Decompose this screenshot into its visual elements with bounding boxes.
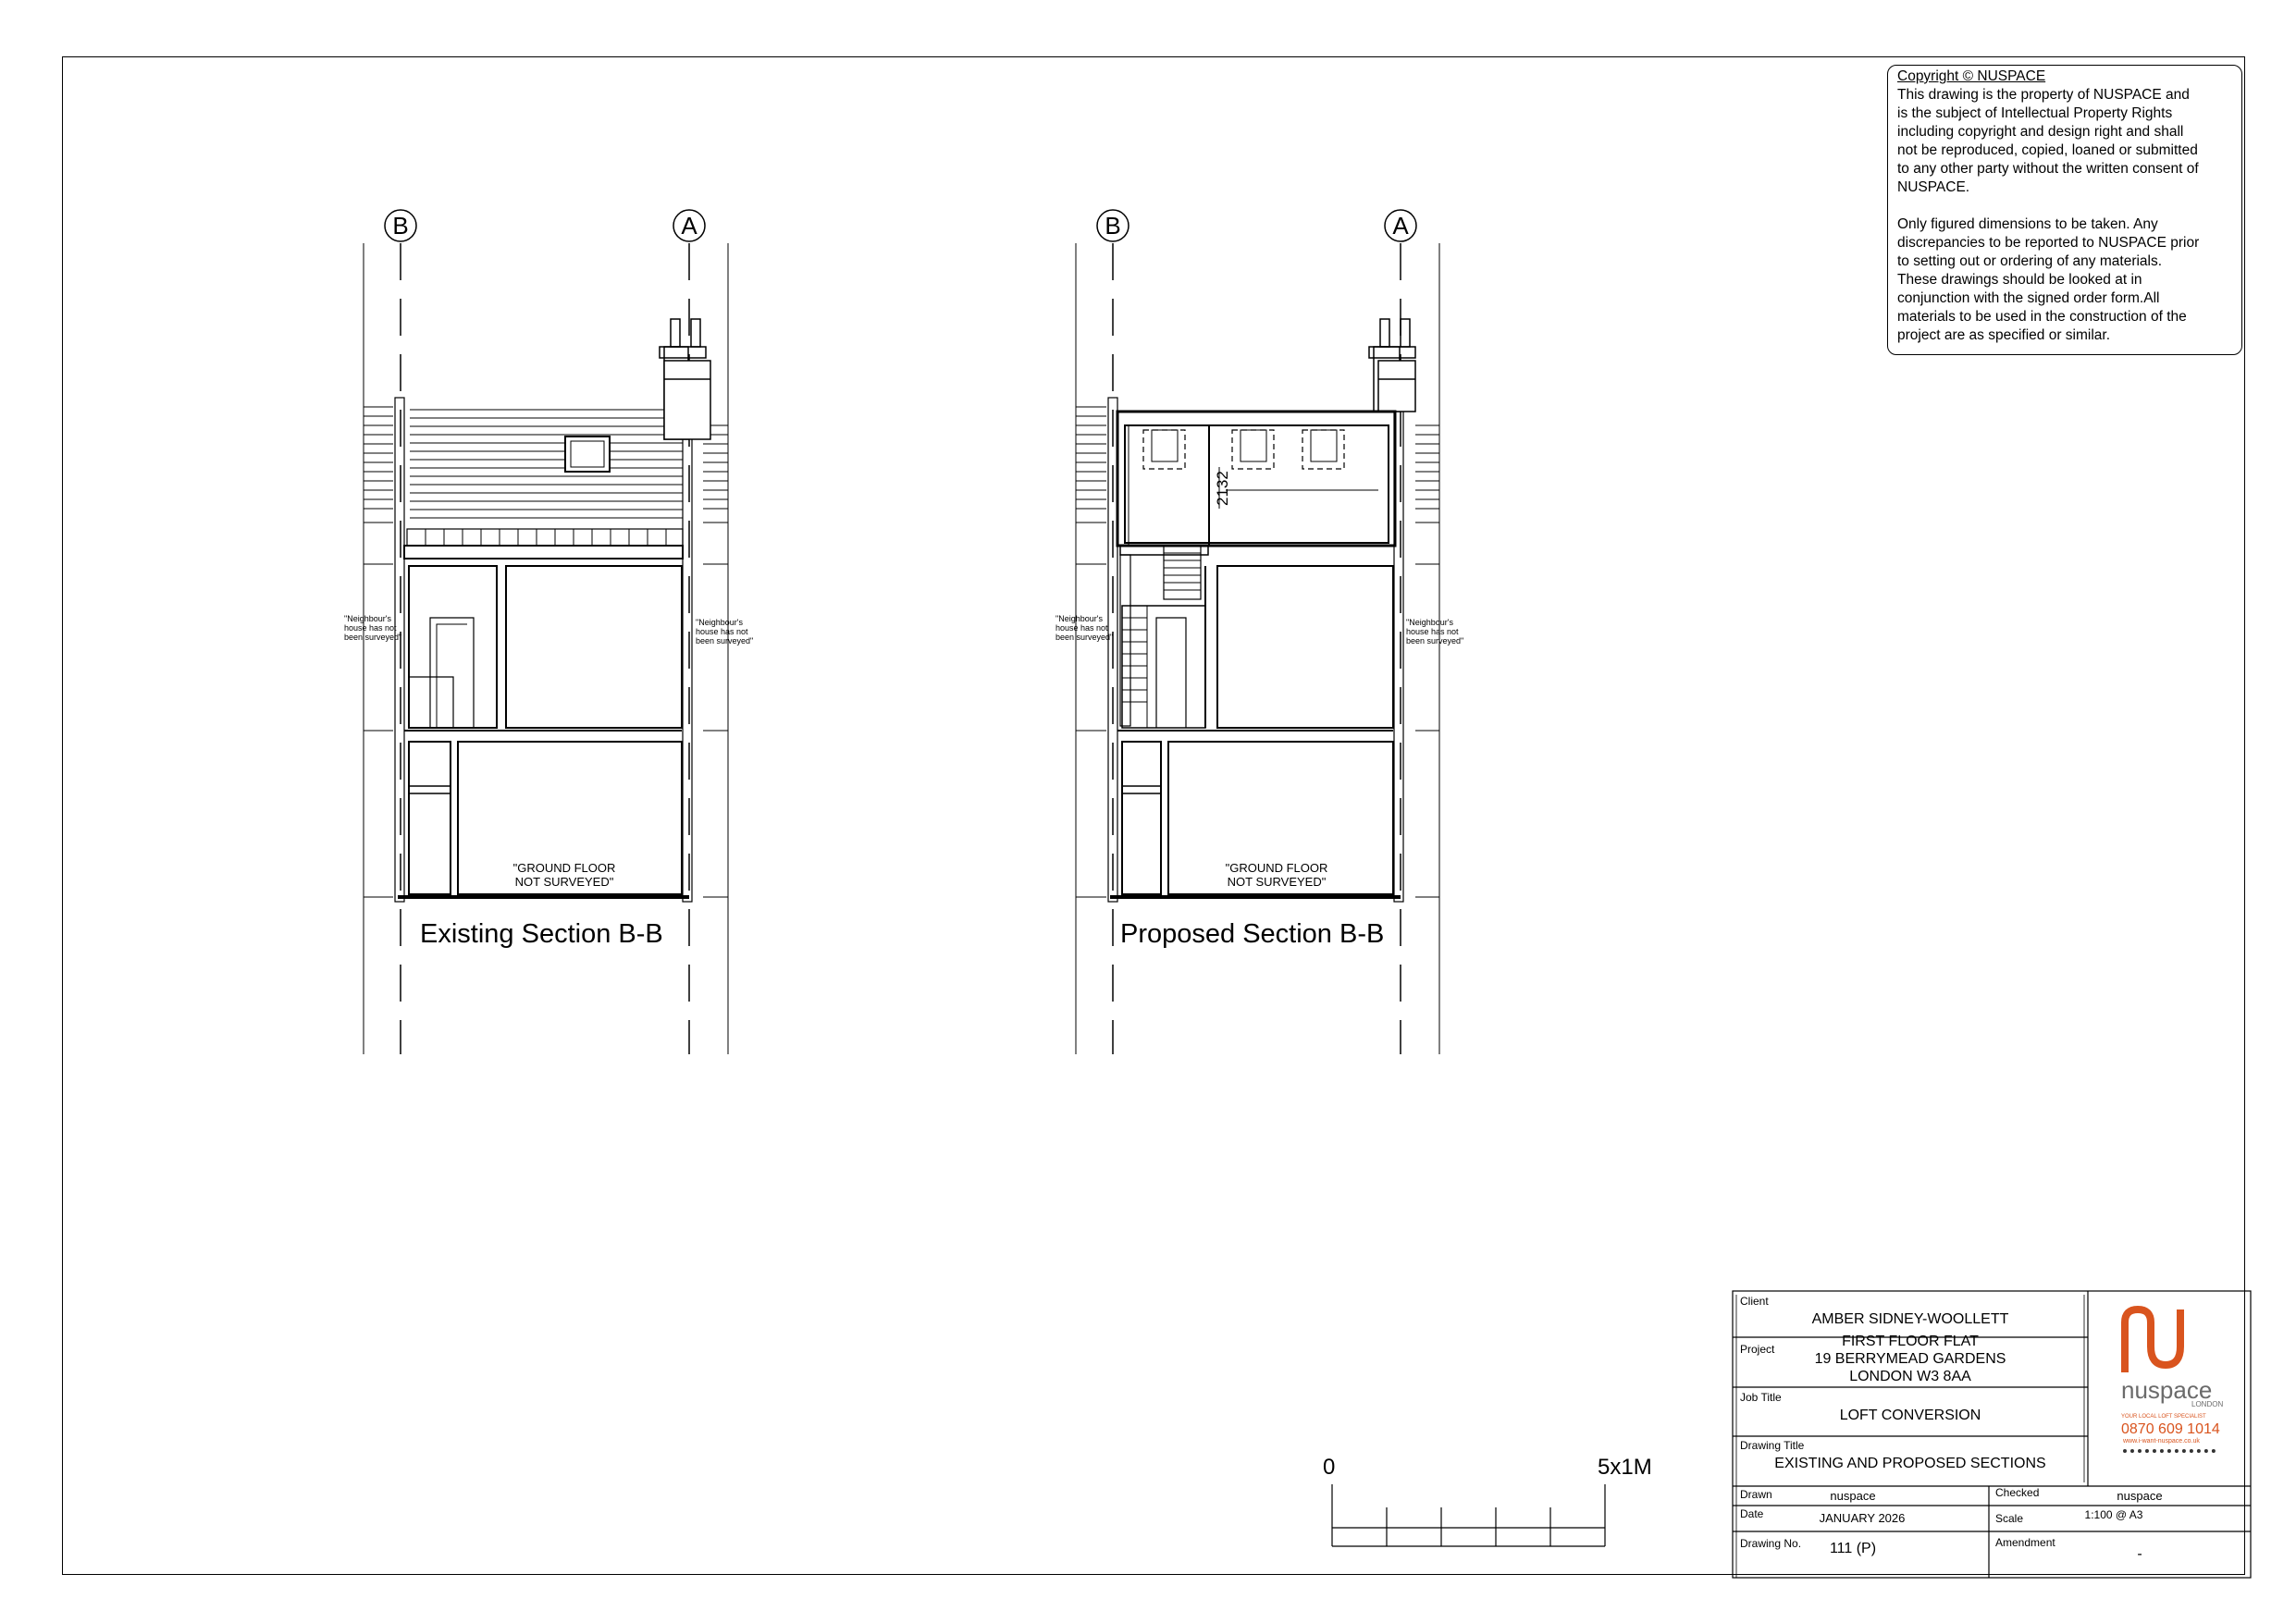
existing-section-title: Existing Section B-B xyxy=(420,919,663,949)
drawing-number-value: 111 (P) xyxy=(1829,1541,1877,1556)
copyright-title: Copyright © NUSPACE xyxy=(1897,68,2046,84)
drawing-title-label: Drawing Title xyxy=(1740,1439,1805,1452)
scale-label: Scale xyxy=(1995,1512,2024,1525)
neighbour-note-left-proposed: "Neighbour's house has not been surveyed" xyxy=(1055,614,1114,642)
proposed-section-title: Proposed Section B-B xyxy=(1120,919,1385,949)
project-line-2: 19 BERRYMEAD GARDENS xyxy=(1814,1351,2006,1367)
logo-tagline: YOUR LOCAL LOFT SPECIALIST xyxy=(2121,1414,2206,1420)
scale-bar-end-label: 5x1M xyxy=(1598,1455,1652,1480)
project-line-3: LONDON W3 8AA xyxy=(1849,1369,1971,1384)
date-label: Date xyxy=(1740,1507,1764,1520)
logo-phone: 0870 609 1014 xyxy=(2121,1421,2220,1437)
job-title-label: Job Title xyxy=(1740,1391,1782,1404)
nuspace-logo xyxy=(2088,1291,2251,1486)
drawn-label: Drawn xyxy=(1740,1488,1772,1501)
logo-website: www.i-want-nuspace.co.uk xyxy=(2123,1438,2200,1445)
ground-floor-note-proposed: "GROUND FLOOR NOT SURVEYED" xyxy=(1225,861,1328,889)
dimension-label: 2132 xyxy=(1214,471,1231,506)
title-block xyxy=(1733,1291,2251,1578)
checked-label: Checked xyxy=(1995,1486,2040,1499)
client-value: AMBER SIDNEY-WOOLLETT xyxy=(1811,1311,2009,1327)
logo-city: LONDON xyxy=(2191,1400,2224,1408)
grid-label-b-proposed: B xyxy=(1105,212,1121,240)
neighbour-note-left-existing: "Neighbour's house has not been surveyed" xyxy=(344,614,402,642)
job-title-value: LOFT CONVERSION xyxy=(1839,1408,1981,1423)
checked-value: nuspace xyxy=(2117,1489,2163,1503)
project-line-1: FIRST FLOOR FLAT xyxy=(1842,1334,1979,1349)
ground-floor-note-existing: "GROUND FLOOR NOT SURVEYED" xyxy=(512,861,616,889)
accreditation-logos xyxy=(2123,1449,2216,1458)
drawing-title-value: EXISTING AND PROPOSED SECTIONS xyxy=(1774,1456,2046,1471)
copyright-paragraph-1: This drawing is the property of NUSPACE and is the subject of Intellectual Property Rights including copyright and design right and shall not be reproduced, copied, loaned or submitted to any other party without the written consent of NUSPACE. xyxy=(1897,87,2199,195)
amendment-value: - xyxy=(2137,1546,2142,1562)
drawn-value: nuspace xyxy=(1830,1489,1876,1503)
copyright-notice xyxy=(1887,65,2242,355)
neighbour-note-right-existing: "Neighbour's house has not been surveyed" xyxy=(696,618,754,646)
copyright-paragraph-2: Only figured dimensions to be taken. Any discrepancies to be reported to NUSPACE prior to setting out or ordering of any materials. These drawings should be looked at in conjunction with the signed order form.All materials to be used in the construction of the project are as specified or similar. xyxy=(1897,216,2200,343)
amendment-label: Amendment xyxy=(1995,1536,2055,1549)
scale-value: 1:100 @ A3 xyxy=(2084,1508,2143,1521)
drawing-number-label: Drawing No. xyxy=(1740,1537,1802,1550)
neighbour-note-right-proposed: "Neighbour's house has not been surveyed" xyxy=(1406,618,1464,646)
grid-label-a-proposed: A xyxy=(1392,212,1409,240)
logo-brand: nuspace xyxy=(2121,1376,2213,1404)
grid-label-b-existing: B xyxy=(392,212,409,240)
client-label: Client xyxy=(1740,1295,1769,1308)
project-label: Project xyxy=(1740,1343,1775,1356)
grid-label-a-existing: A xyxy=(681,212,697,240)
scale-bar-start-label: 0 xyxy=(1323,1455,1336,1480)
scale-bar xyxy=(1332,1484,1605,1546)
date-value: JANUARY 2026 xyxy=(1819,1511,1906,1525)
